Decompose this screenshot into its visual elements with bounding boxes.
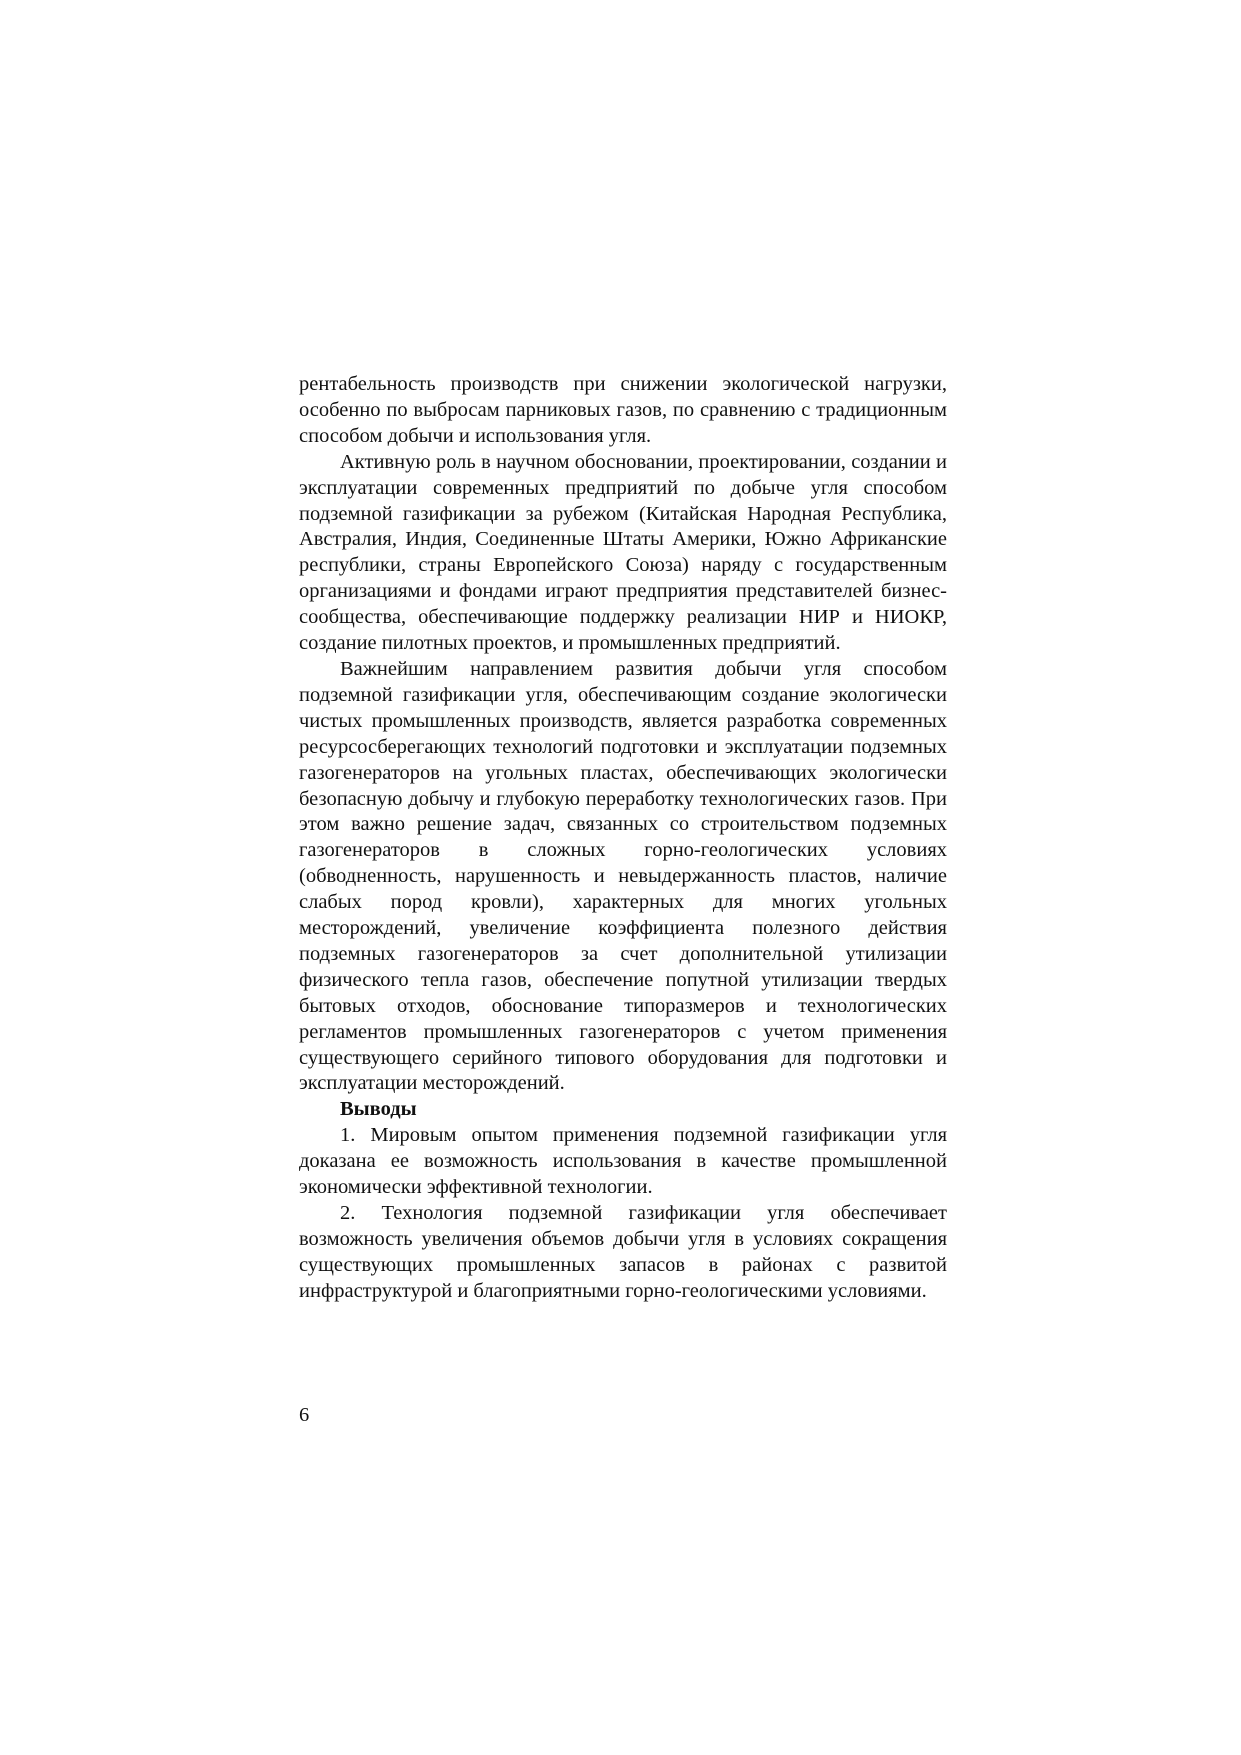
paragraph-active-role: Активную роль в научном обосновании, проектировании, создании и эксплуатации современных предприятий по добыче угля способом подземной газификации за рубежом (Китайская Народная Республика, Австралия, Индия, Соединенные Штаты Америки, Южно Африканские республики, страны Европейского Союза) наряду с государственным организациями и фондами играют предприятия представителей бизнес-сообщества, обеспечивающие поддержку реализации НИР и НИОКР, создание пилотных проектов, и промышленных предприятий. [299,450,947,655]
paragraph-continuation: рентабельность производств при снижении экологической нагрузки, особенно по выбросам парниковых газов, по сравнению с традиционным способом добычи и использования угля. [299,373,947,447]
conclusions-heading: Выводы [340,1098,417,1121]
body-text [299,372,947,1305]
paragraph-main-direction: Важнейшим направлением развития добычи угля способом подземной газификации угля, обеспечивающим создание экологически чистых промышленных производств, является разработка современных ресурсосберегающих технологий подготовки и эксплуатации подземных газогенераторов на угольных пластах, обеспечивающих экологически безопасную добычу и глубокую переработку технологических газов. При этом важно решение задач, связанных со строительством подземных газогенераторов в сложных горно-геологических условиях (обводненность, нарушенность и невыдержанность пластов, наличие слабых пород кровли), характерных для многих угольных месторождений, увеличение коэффициента полезного действия подземных газогенераторов за счет дополнительной утилизации физического тепла газов, обеспечение попутной утилизации твердых бытовых отходов, обоснование типоразмеров и технологических регламентов промышленных газогенераторов с учетом применения существующего серийного типового оборудования для подготовки и эксплуатации месторождений. [299,657,947,1095]
conclusion-item-2: 2. Технология подземной газификации угля обеспечивает возможность увеличения объемов добычи угля в условиях сокращения существующих промышленных запасов в районах с развитой инфраструктурой и благоприятными горно-геологическими условиями. [299,1202,947,1302]
conclusion-item-1: 1. Мировым опытом применения подземной газификации угля доказана ее возможность использования в качестве промышленной экономически эффективной технологии. [299,1124,947,1199]
page-number: 6 [299,1404,310,1426]
